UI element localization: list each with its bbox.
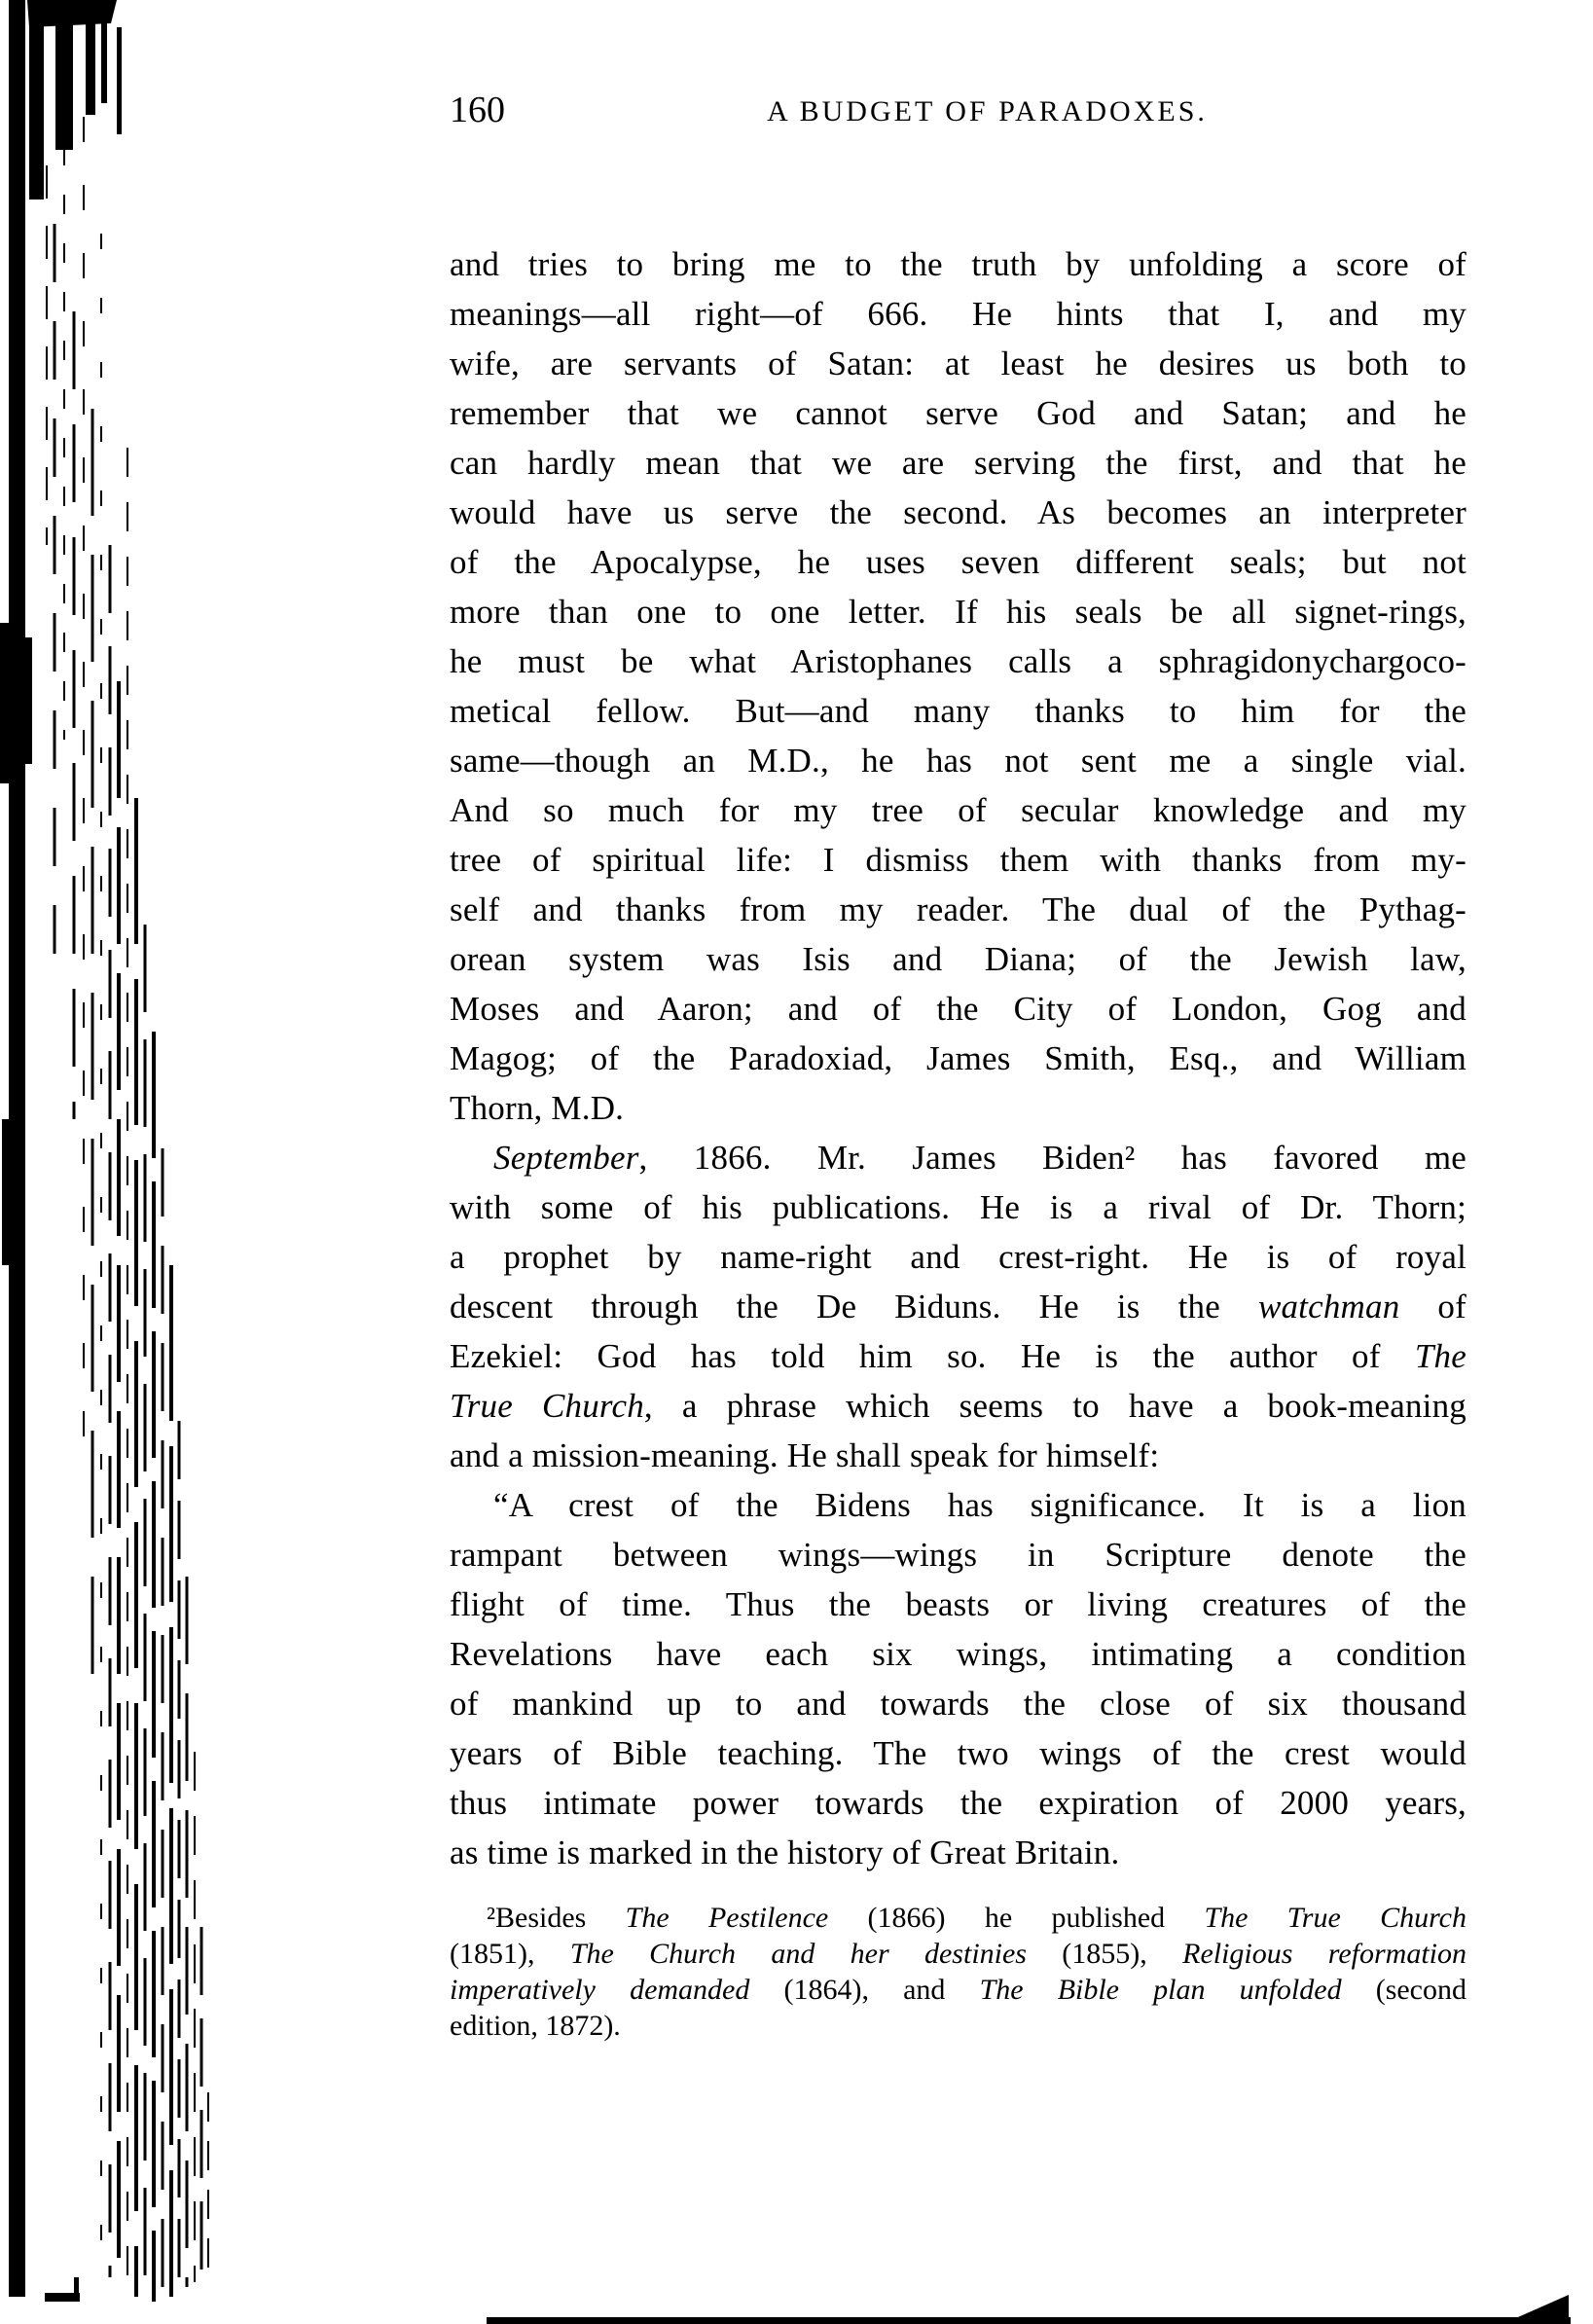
- text-line: of mankind up to and towards the close of six thousand: [450, 1685, 1466, 1723]
- footnote-line: imperatively demanded (1864), and The Bible plan unfolded (second: [450, 1974, 1467, 2006]
- text-line: more than one to one letter. If his seals be all signet-rings,: [450, 593, 1466, 631]
- text-line: a prophet by name-right and crest-right. He is of royal: [450, 1238, 1466, 1276]
- text-line: meanings—all right—of 666. He hints that I, and my: [450, 295, 1466, 333]
- text-line: September, 1866. Mr. James Biden² has favored me: [493, 1139, 1466, 1177]
- text-line: years of Bible teaching. The two wings of the crest would: [450, 1734, 1466, 1772]
- footnote-line: (1851), The Church and her destinies (1855), Religious reformation: [450, 1938, 1466, 1970]
- text-line: orean system was Isis and Diana; of the Jewish law,: [450, 940, 1466, 978]
- text-line: thus intimate power towards the expiration of 2000 years,: [450, 1784, 1466, 1822]
- text-line: same—though an M.D., he has not sent me a single vial.: [450, 742, 1466, 780]
- text-line: and tries to bring me to the truth by unfolding a score of: [450, 245, 1466, 283]
- text-line: as time is marked in the history of Great Britain.: [450, 1834, 1120, 1871]
- text-line: And so much for my tree of secular knowledge and my: [450, 791, 1466, 829]
- scan-bottom-edge-artifact: [0, 2266, 1593, 2324]
- text-line: would have us serve the second. As becomes an interpreter: [450, 493, 1466, 531]
- text-line: with some of his publications. He is a rival of Dr. Thorn;: [450, 1188, 1466, 1226]
- text-line: descent through the De Biduns. He is the watchman of: [450, 1288, 1466, 1325]
- text-line: True Church, a phrase which seems to have a book-meaning: [450, 1387, 1467, 1425]
- page-header: [450, 91, 1466, 130]
- text-line: Ezekiel: God has told him so. He is the author of The: [450, 1337, 1466, 1375]
- text-line: Thorn, M.D.: [450, 1089, 625, 1127]
- text-line: of the Apocalypse, he uses seven different seals; but not: [450, 543, 1466, 581]
- footnote: [450, 1900, 1466, 2044]
- page-number: 160: [450, 90, 505, 130]
- text-line: he must be what Aristophanes calls a sphragidonychargoco-: [450, 642, 1466, 680]
- body-text: [450, 239, 1466, 1877]
- text-line: and a mission-meaning. He shall speak for himself:: [450, 1436, 1160, 1474]
- text-line: “A crest of the Bidens has significance. It is a lion: [493, 1486, 1466, 1524]
- text-line: Magog; of the Paradoxiad, James Smith, Esq., and William: [450, 1039, 1466, 1077]
- text-line: flight of time. Thus the beasts or living creatures of the: [450, 1585, 1466, 1623]
- text-line: wife, are servants of Satan: at least he desires us both to: [450, 345, 1466, 382]
- text-line: remember that we cannot serve God and Satan; and he: [450, 394, 1466, 432]
- text-line: metical fellow. But—and many thanks to him for the: [450, 692, 1466, 730]
- footnote-line: ²Besides The Pestilence (1866) he published The True Church: [487, 1902, 1466, 1934]
- scan-gutter-artifact: [0, 0, 234, 2324]
- text-line: can hardly mean that we are serving the first, and that he: [450, 444, 1466, 482]
- text-line: Revelations have each six wings, intimating a condition: [450, 1635, 1466, 1673]
- text-line: self and thanks from my reader. The dual of the Pythag-: [450, 890, 1466, 928]
- footnote-line: edition, 1872).: [450, 2010, 621, 2042]
- running-title: A BUDGET OF PARADOXES.: [767, 95, 1208, 127]
- text-line: Moses and Aaron; and of the City of London, Gog and: [450, 990, 1466, 1028]
- text-line: rampant between wings—wings in Scripture denote the: [450, 1536, 1466, 1574]
- text-line: tree of spiritual life: I dismiss them with thanks from my-: [450, 841, 1466, 879]
